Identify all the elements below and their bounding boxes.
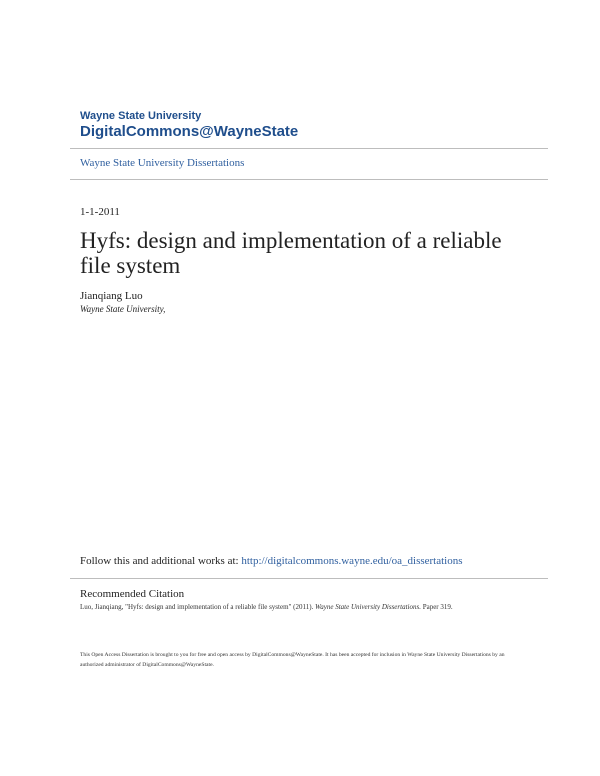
divider-follow: [70, 578, 548, 579]
open-access-notice: This Open Access Dissertation is brought to you for free and open access by DigitalCommons@WayneState. It has been accepted for inclusion in Wayne State University Dissertations by an authorized administrator of DigitalCommons@WayneState.: [80, 652, 505, 668]
recommended-citation-heading: Recommended Citation: [80, 588, 185, 600]
dissertations-link[interactable]: http://digitalcommons.wayne.edu/oa_dissertations: [241, 555, 463, 567]
follow-line: [80, 555, 463, 567]
publication-date: 1-1-2011: [80, 206, 120, 218]
institution-name[interactable]: Wayne State University: [80, 110, 202, 122]
citation-main: Luo, Jianqiang, "Hyfs: design and implementation of a reliable file system" (2011).: [80, 603, 316, 611]
repository-header: [80, 110, 540, 141]
follow-prefix: Follow this and additional works at:: [80, 555, 242, 567]
author-name: Jianqiang Luo: [80, 290, 143, 302]
collection-link[interactable]: Wayne State University Dissertations: [80, 157, 245, 169]
citation-series: Wayne State University Dissertations.: [315, 603, 421, 611]
citation-paper: Paper 319.: [420, 603, 453, 611]
document-title: Hyfs: design and implementation of a reliable file system: [80, 228, 502, 278]
divider-top: [70, 148, 548, 149]
author-affiliation: Wayne State University,: [80, 304, 166, 314]
repository-name[interactable]: DigitalCommons@WayneState: [80, 123, 299, 140]
divider-collection: [70, 179, 548, 180]
citation-text: [80, 603, 453, 611]
